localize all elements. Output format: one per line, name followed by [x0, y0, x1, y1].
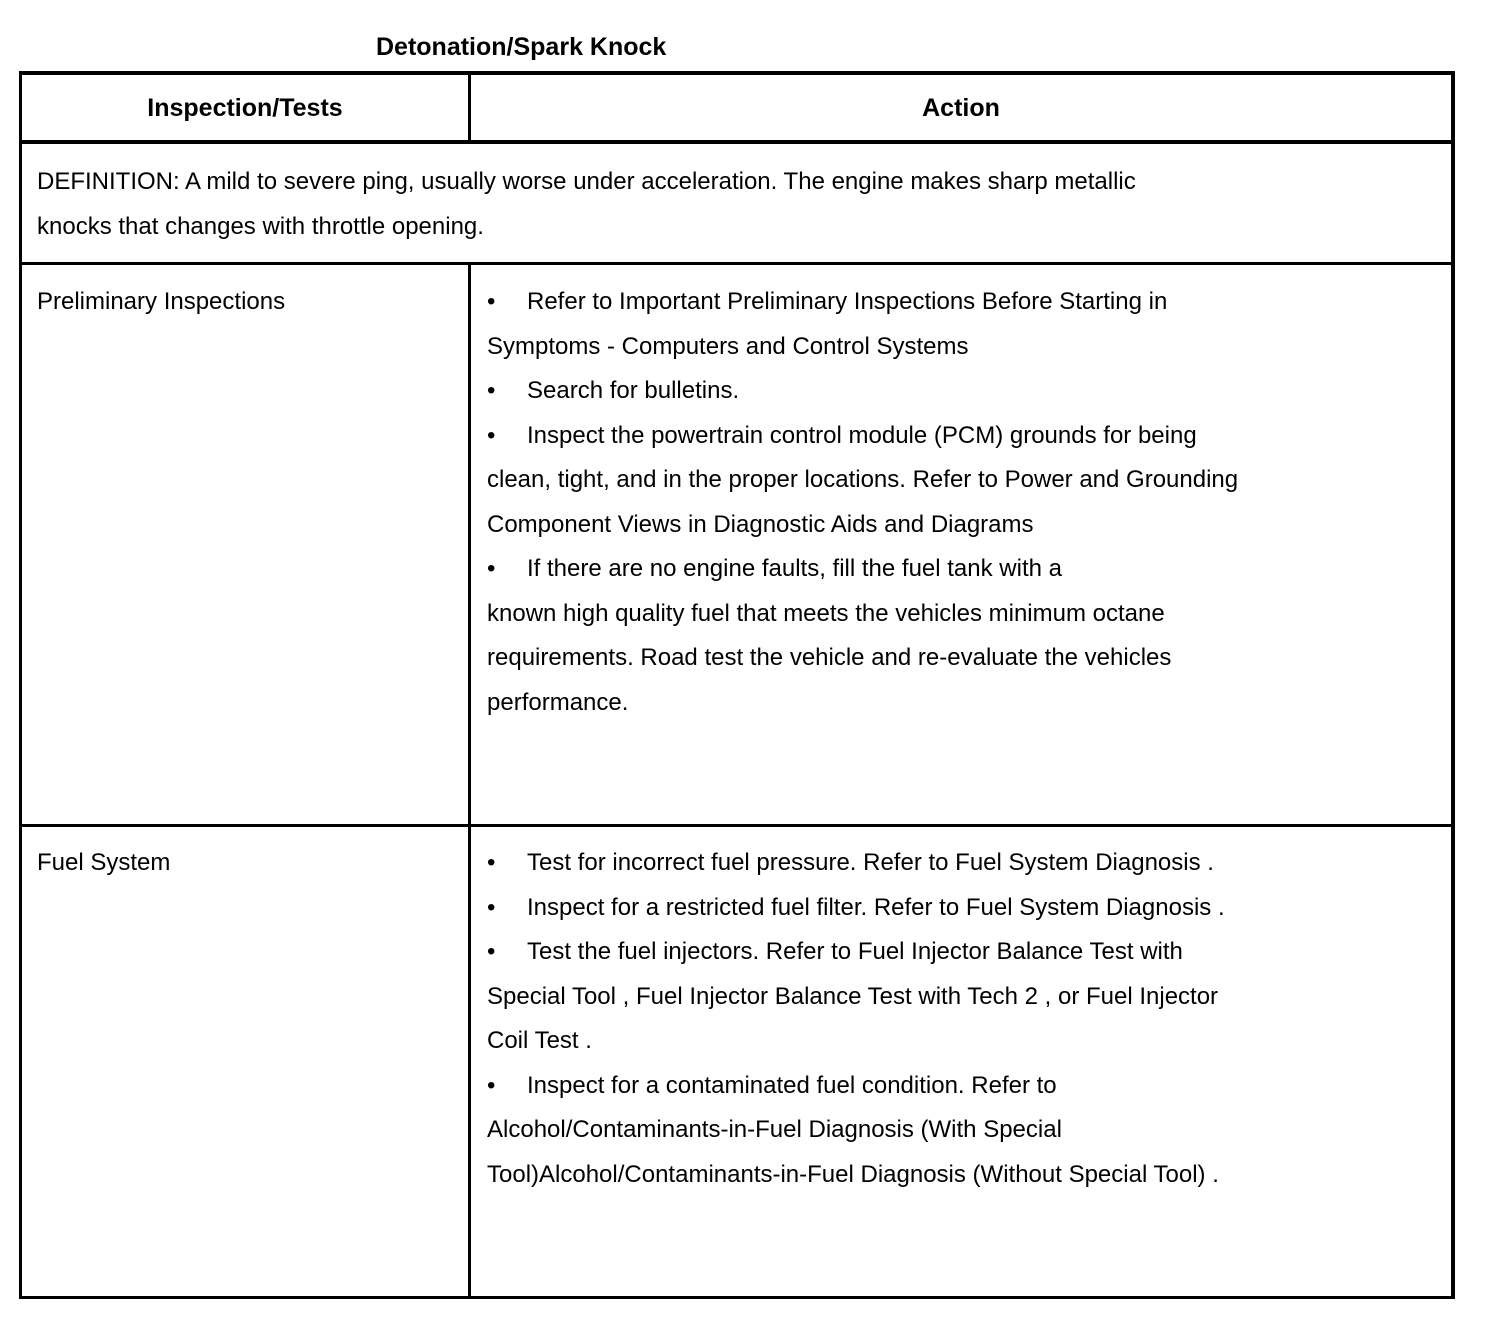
- row-label-fuel-system: Fuel System: [37, 849, 171, 876]
- action-line: • Refer to Important Preliminary Inspections Before Starting in: [487, 280, 1238, 325]
- definition-text: [37, 160, 1136, 249]
- action-line: Alcohol/Contaminants-in-Fuel Diagnosis (With Special: [487, 1116, 1062, 1143]
- header-inspection-tests: Inspection/Tests: [147, 94, 343, 122]
- action-line: performance.: [487, 688, 629, 716]
- table-left-border: [19, 71, 22, 1299]
- action-line: Special Tool , Fuel Injector Balance Test with Tech 2 , or Fuel Injector: [487, 982, 1219, 1010]
- header-bottom-border: [19, 140, 1455, 144]
- row-action-fuel-system: [487, 841, 1225, 1197]
- action-line: • Inspect the powertrain control module (PCM) grounds for being: [487, 414, 1238, 459]
- table-top-border: [19, 71, 1455, 75]
- document-title: Detonation/Spark Knock: [376, 33, 667, 61]
- table-right-border: [1451, 71, 1455, 1299]
- table-bottom-border: [19, 1296, 1455, 1299]
- action-line: • Test for incorrect fuel pressure. Refer to Fuel System Diagnosis .: [487, 841, 1225, 886]
- action-line: Coil Test .: [487, 1027, 592, 1054]
- bullet-icon: •: [487, 377, 496, 404]
- action-line: Component Views in Diagnostic Aids and Diagrams: [487, 510, 1034, 538]
- action-line: • Test the fuel injectors. Refer to Fuel Injector Balance Test with: [487, 930, 1225, 975]
- bullet-icon: •: [487, 421, 496, 449]
- definition-line: DEFINITION: A mild to severe ping, usually worse under acceleration. The engine makes sharp metallic: [37, 168, 1136, 195]
- bullet-icon: •: [487, 1071, 496, 1099]
- action-line: • Inspect for a restricted fuel filter. Refer to Fuel System Diagnosis .: [487, 886, 1225, 931]
- action-line: known high quality fuel that meets the vehicles minimum octane: [487, 599, 1165, 627]
- action-line: • Inspect for a contaminated fuel condition. Refer to: [487, 1064, 1225, 1109]
- action-line: requirements. Road test the vehicle and re-evaluate the vehicles: [487, 644, 1172, 671]
- body-column-divider: [468, 263, 471, 1299]
- definition-line: knocks that changes with throttle opening.: [37, 212, 484, 240]
- definition-bottom-border: [19, 262, 1455, 265]
- bullet-icon: •: [487, 288, 496, 315]
- action-line: • Search for bulletins.: [487, 369, 1238, 414]
- header-action: Action: [922, 94, 1000, 122]
- diagnostic-table: [19, 71, 1455, 1298]
- action-line: Symptoms - Computers and Control Systems: [487, 332, 969, 360]
- bullet-icon: •: [487, 938, 496, 965]
- action-line: clean, tight, and in the proper locations. Refer to Power and Grounding: [487, 466, 1239, 493]
- bullet-icon: •: [487, 555, 496, 582]
- action-line: Tool)Alcohol/Contaminants-in-Fuel Diagnosis (Without Special Tool) .: [487, 1160, 1219, 1188]
- bullet-icon: •: [487, 893, 496, 921]
- row-label-preliminary-inspections: Preliminary Inspections: [37, 288, 286, 315]
- row-action-preliminary-inspections: [487, 280, 1238, 725]
- bullet-icon: •: [487, 849, 496, 876]
- row1-bottom-border: [19, 824, 1455, 827]
- action-line: • If there are no engine faults, fill the fuel tank with a: [487, 547, 1238, 592]
